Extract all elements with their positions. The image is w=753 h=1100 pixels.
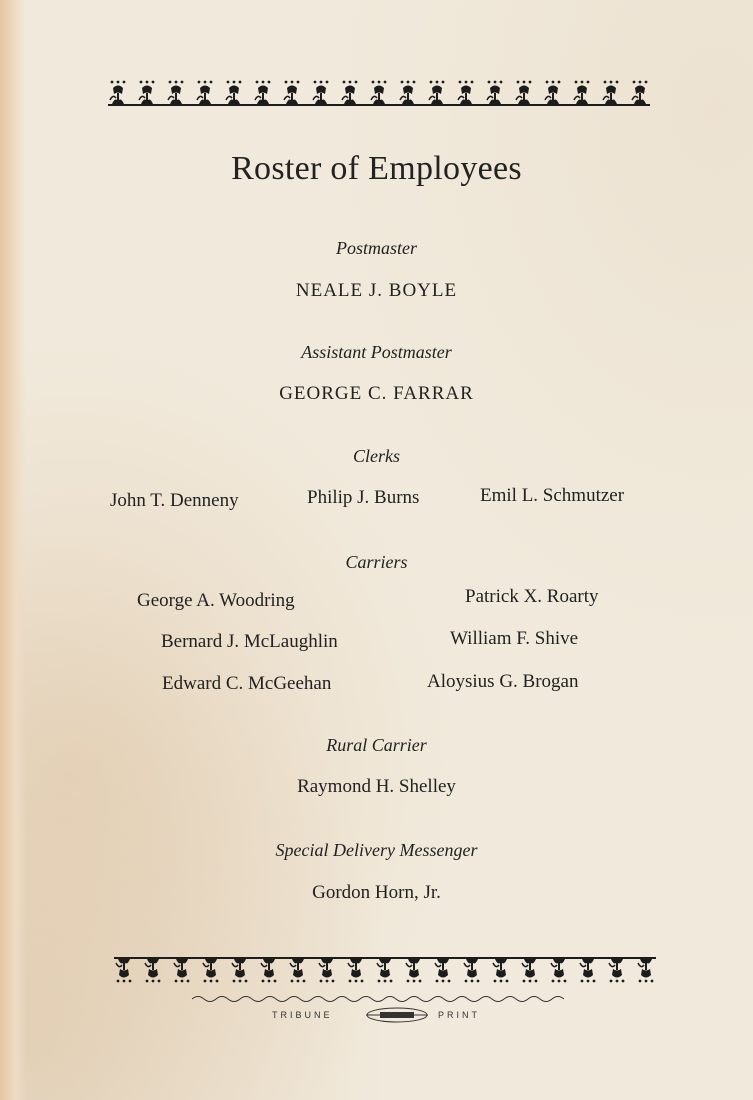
carrier-name: Patrick X. Roarty (465, 586, 599, 607)
postmaster-label: Postmaster (336, 238, 417, 258)
rural-carrier-label: Rural Carrier (326, 735, 427, 755)
special-delivery-label: Special Delivery Messenger (275, 840, 478, 860)
assistant-postmaster-name: GEORGE C. FARRAR (279, 383, 474, 404)
rural-carrier-name: Raymond H. Shelley (297, 776, 456, 797)
decorative-wave-rule (192, 994, 564, 1004)
assistant-postmaster-label: Assistant Postmaster (301, 342, 452, 362)
clerks-label: Clerks (353, 446, 400, 466)
clerk-name: Philip J. Burns (307, 487, 420, 508)
imprint-print: PRINT (438, 1010, 480, 1020)
carrier-name: William F. Shive (450, 628, 579, 649)
special-delivery-name: Gordon Horn, Jr. (312, 882, 441, 903)
carriers-label: Carriers (345, 552, 408, 572)
postmaster-name: NEALE J. BOYLE (295, 280, 458, 301)
clerk-name: Emil L. Schmutzer (480, 485, 625, 506)
carrier-name: Aloysius G. Brogan (427, 671, 579, 692)
carrier-name: Bernard J. McLaughlin (161, 631, 338, 652)
top-ornamental-border (108, 80, 650, 108)
imprint-tribune: TRIBUNE (272, 1010, 333, 1020)
page-title: Roster of Employees (231, 150, 522, 187)
carrier-name: George A. Woodring (137, 590, 295, 611)
union-label-logo (362, 1006, 432, 1024)
carrier-name: Edward C. McGeehan (162, 673, 332, 694)
clerk-name: John T. Denneny (110, 490, 239, 511)
bottom-ornamental-border (114, 955, 656, 983)
